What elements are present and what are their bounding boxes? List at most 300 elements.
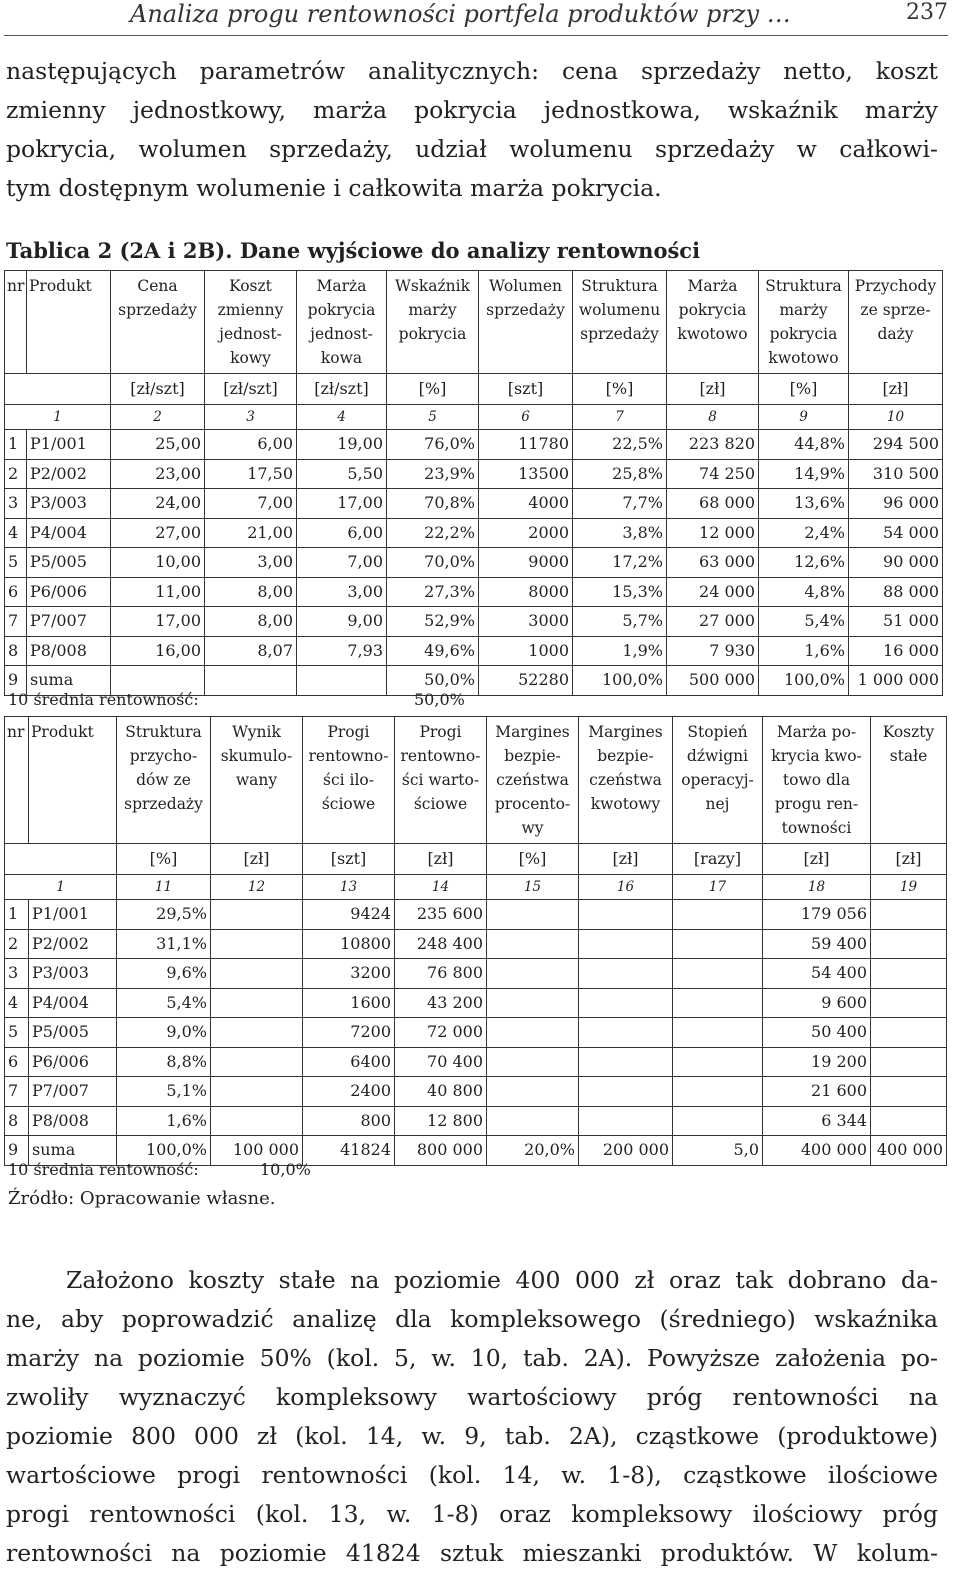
value-cell: 22,2% <box>387 518 479 548</box>
col-header: Cena sprzedaży <box>111 271 205 374</box>
value-cell: 27,3% <box>387 577 479 607</box>
value-cell <box>211 1047 303 1077</box>
value-cell <box>673 988 763 1018</box>
value-cell: 3,00 <box>205 548 297 578</box>
table-row <box>5 1106 947 1136</box>
outro-line: poziomie 800 000 zł (kol. 14, w. 9, tab. 2A), cząstkowe (produktowe) <box>6 1422 938 1450</box>
value-cell: 3,00 <box>297 577 387 607</box>
col-header: Wynik skumulo- wany <box>211 717 303 844</box>
value-cell <box>487 1018 579 1048</box>
value-cell <box>579 1106 673 1136</box>
unit-cell: [%] <box>759 374 849 405</box>
product-cell: P2/002 <box>29 929 117 959</box>
col-header: Margines bezpie- czeństwa kwotowy <box>579 717 673 844</box>
table-row <box>5 459 943 489</box>
unit-cell: [szt] <box>479 374 573 405</box>
col-header: nr <box>5 271 27 374</box>
value-cell <box>211 1106 303 1136</box>
value-cell: 27,00 <box>111 518 205 548</box>
intro-line: następujących parametrów analitycznych: cena sprzedaży netto, koszt <box>6 57 938 85</box>
table-2a <box>4 270 943 696</box>
value-cell: 13500 <box>479 459 573 489</box>
value-cell: 8,00 <box>205 577 297 607</box>
value-cell: 70,8% <box>387 489 479 519</box>
table-2b-note-value: 10,0% <box>260 1160 311 1179</box>
value-cell: 74 250 <box>667 459 759 489</box>
outro-paragraph <box>6 1261 938 1573</box>
product-cell: P1/001 <box>27 430 111 460</box>
outro-line: wartościowe progi rentowności (kol. 14, w. 1-8), cząstkowe ilościowe <box>6 1461 938 1489</box>
outro-line: Założono koszty stałe na poziomie 400 000 zł oraz tak dobrano da- <box>66 1266 938 1294</box>
value-cell: 50 400 <box>763 1018 871 1048</box>
col-header: Koszt zmienny jednost- kowy <box>205 271 297 374</box>
intro-line: tym dostępnym wolumenie i całkowita marża pokrycia. <box>6 174 662 202</box>
colnum-cell: 1 <box>5 875 117 900</box>
table-row <box>5 900 947 930</box>
units-blank <box>5 374 111 405</box>
value-cell: 400 000 <box>763 1136 871 1166</box>
value-cell: 1600 <box>303 988 395 1018</box>
col-header: Struktura marży pokrycia kwotowo <box>759 271 849 374</box>
value-cell: 5,7% <box>573 607 667 637</box>
col-header: Wskaźnik marży pokrycia <box>387 271 479 374</box>
value-cell: 7,93 <box>297 636 387 666</box>
colnum-cell: 4 <box>297 405 387 430</box>
value-cell <box>211 1077 303 1107</box>
unit-cell: [zł] <box>763 844 871 875</box>
table-2b-note-label: 10 średnia rentowność: <box>8 1160 199 1179</box>
value-cell: 2000 <box>479 518 573 548</box>
value-cell: 500 000 <box>667 666 759 696</box>
units-blank <box>5 844 117 875</box>
table-row <box>5 430 943 460</box>
table-row <box>5 607 943 637</box>
row-number-cell: 2 <box>5 929 29 959</box>
value-cell <box>487 1077 579 1107</box>
col-header: Przychody ze sprze- daży <box>849 271 943 374</box>
value-cell: 49,6% <box>387 636 479 666</box>
value-cell: 5,50 <box>297 459 387 489</box>
value-cell: 25,8% <box>573 459 667 489</box>
unit-cell: [razy] <box>673 844 763 875</box>
value-cell: 9000 <box>479 548 573 578</box>
table-row <box>5 518 943 548</box>
value-cell: 68 000 <box>667 489 759 519</box>
row-number-cell: 8 <box>5 1106 29 1136</box>
value-cell <box>871 1047 947 1077</box>
unit-cell: [%] <box>487 844 579 875</box>
product-cell: P5/005 <box>27 548 111 578</box>
value-cell: 5,4% <box>759 607 849 637</box>
value-cell: 63 000 <box>667 548 759 578</box>
value-cell <box>205 666 297 696</box>
value-cell <box>673 929 763 959</box>
col-header: Marża po- krycia kwo- towo dla progu ren- towności <box>763 717 871 844</box>
col-header: Progi rentowno- ści ilo- ściowe <box>303 717 395 844</box>
value-cell: 10,00 <box>111 548 205 578</box>
table-2a-colnum-row <box>5 405 943 430</box>
value-cell: 6 344 <box>763 1106 871 1136</box>
col-header: Stopień dźwigni operacyj- nej <box>673 717 763 844</box>
value-cell: 54 000 <box>849 518 943 548</box>
colnum-cell: 2 <box>111 405 205 430</box>
value-cell: 2400 <box>303 1077 395 1107</box>
col-header: nr <box>5 717 29 844</box>
value-cell <box>487 929 579 959</box>
value-cell: 4,8% <box>759 577 849 607</box>
value-cell: 400 000 <box>871 1136 947 1166</box>
table-row <box>5 988 947 1018</box>
value-cell: 52,9% <box>387 607 479 637</box>
col-header: Marża pokrycia jednost- kowa <box>297 271 387 374</box>
value-cell <box>673 1047 763 1077</box>
value-cell: 90 000 <box>849 548 943 578</box>
value-cell: 10800 <box>303 929 395 959</box>
value-cell <box>579 959 673 989</box>
value-cell: 12 800 <box>395 1106 487 1136</box>
value-cell <box>871 929 947 959</box>
row-number-cell: 4 <box>5 518 27 548</box>
value-cell <box>871 900 947 930</box>
value-cell <box>579 988 673 1018</box>
value-cell: 200 000 <box>579 1136 673 1166</box>
header-rule <box>4 35 948 36</box>
value-cell: 76 800 <box>395 959 487 989</box>
colnum-cell: 12 <box>211 875 303 900</box>
product-cell: P4/004 <box>29 988 117 1018</box>
value-cell: 2,4% <box>759 518 849 548</box>
value-cell: 1 000 000 <box>849 666 943 696</box>
value-cell <box>211 988 303 1018</box>
colnum-cell: 7 <box>573 405 667 430</box>
col-header: Margines bezpie- czeństwa procento- wy <box>487 717 579 844</box>
col-header: Produkt <box>27 271 111 374</box>
value-cell: 17,2% <box>573 548 667 578</box>
outro-line: progi rentowności (kol. 13, w. 1-8) oraz kompleksowy ilościowy próg <box>6 1500 938 1528</box>
product-cell: P7/007 <box>27 607 111 637</box>
value-cell: 1,9% <box>573 636 667 666</box>
value-cell: 40 800 <box>395 1077 487 1107</box>
intro-line: zmienny jednostkowy, marża pokrycia jednostkowa, wskaźnik marży <box>6 96 938 124</box>
value-cell: 8000 <box>479 577 573 607</box>
value-cell: 12,6% <box>759 548 849 578</box>
value-cell <box>673 1106 763 1136</box>
value-cell: 15,3% <box>573 577 667 607</box>
value-cell: 21,00 <box>205 518 297 548</box>
table-2a-note-label: 10 średnia rentowność: <box>8 690 199 709</box>
value-cell: 223 820 <box>667 430 759 460</box>
intro-line: pokrycia, wolumen sprzedaży, udział wolumenu sprzedaży w całkowi- <box>6 135 938 163</box>
unit-cell: [%] <box>117 844 211 875</box>
value-cell: 9 600 <box>763 988 871 1018</box>
colnum-cell: 14 <box>395 875 487 900</box>
value-cell: 6,00 <box>205 430 297 460</box>
value-cell <box>673 1077 763 1107</box>
value-cell: 72 000 <box>395 1018 487 1048</box>
value-cell: 13,6% <box>759 489 849 519</box>
row-number-cell: 9 <box>5 1136 29 1166</box>
value-cell <box>871 988 947 1018</box>
value-cell: 100,0% <box>117 1136 211 1166</box>
colnum-cell: 6 <box>479 405 573 430</box>
unit-cell: [zł/szt] <box>297 374 387 405</box>
row-number-cell: 1 <box>5 430 27 460</box>
product-cell: P5/005 <box>29 1018 117 1048</box>
colnum-cell: 3 <box>205 405 297 430</box>
value-cell: 16 000 <box>849 636 943 666</box>
value-cell: 310 500 <box>849 459 943 489</box>
unit-cell: [zł] <box>849 374 943 405</box>
value-cell: 11,00 <box>111 577 205 607</box>
value-cell <box>871 1018 947 1048</box>
value-cell: 50,0% <box>387 666 479 696</box>
unit-cell: [zł] <box>395 844 487 875</box>
row-number-cell: 9 <box>5 666 27 696</box>
value-cell: 52280 <box>479 666 573 696</box>
product-cell: P3/003 <box>27 489 111 519</box>
value-cell: 19,00 <box>297 430 387 460</box>
row-number-cell: 4 <box>5 988 29 1018</box>
page-number: 237 <box>906 0 948 25</box>
product-cell: P2/002 <box>27 459 111 489</box>
value-cell: 54 400 <box>763 959 871 989</box>
value-cell <box>673 900 763 930</box>
table-2a-note-value: 50,0% <box>414 690 465 709</box>
product-cell: P7/007 <box>29 1077 117 1107</box>
intro-paragraph <box>6 52 938 208</box>
product-cell: suma <box>29 1136 117 1166</box>
value-cell: 8,07 <box>205 636 297 666</box>
value-cell: 25,00 <box>111 430 205 460</box>
table-row <box>5 489 943 519</box>
value-cell: 17,00 <box>297 489 387 519</box>
value-cell: 1000 <box>479 636 573 666</box>
table-2b-header-row <box>5 717 947 844</box>
colnum-cell: 13 <box>303 875 395 900</box>
col-header: Produkt <box>29 717 117 844</box>
source-note: Źródło: Opracowanie własne. <box>8 1188 276 1209</box>
row-number-cell: 6 <box>5 577 27 607</box>
value-cell: 19 200 <box>763 1047 871 1077</box>
col-header: Marża pokrycia kwotowo <box>667 271 759 374</box>
value-cell: 3,8% <box>573 518 667 548</box>
value-cell: 24 000 <box>667 577 759 607</box>
row-number-cell: 7 <box>5 1077 29 1107</box>
value-cell: 7200 <box>303 1018 395 1048</box>
value-cell: 100,0% <box>573 666 667 696</box>
value-cell <box>211 1018 303 1048</box>
product-cell: suma <box>27 666 111 696</box>
value-cell: 4000 <box>479 489 573 519</box>
value-cell <box>871 1077 947 1107</box>
table-row <box>5 929 947 959</box>
value-cell <box>487 900 579 930</box>
running-header-title: Analiza progu rentowności portfela produktów przy … <box>130 0 791 28</box>
row-number-cell: 2 <box>5 459 27 489</box>
value-cell: 8,00 <box>205 607 297 637</box>
value-cell: 11780 <box>479 430 573 460</box>
value-cell: 44,8% <box>759 430 849 460</box>
row-number-cell: 5 <box>5 1018 29 1048</box>
value-cell <box>211 900 303 930</box>
colnum-cell: 16 <box>579 875 673 900</box>
value-cell <box>579 1047 673 1077</box>
value-cell: 14,9% <box>759 459 849 489</box>
colnum-cell: 18 <box>763 875 871 900</box>
value-cell: 7 930 <box>667 636 759 666</box>
unit-cell: [zł/szt] <box>111 374 205 405</box>
value-cell: 100 000 <box>211 1136 303 1166</box>
value-cell: 5,4% <box>117 988 211 1018</box>
value-cell: 800 000 <box>395 1136 487 1166</box>
table-row <box>5 959 947 989</box>
value-cell: 59 400 <box>763 929 871 959</box>
colnum-cell: 15 <box>487 875 579 900</box>
value-cell: 70,0% <box>387 548 479 578</box>
colnum-cell: 17 <box>673 875 763 900</box>
value-cell <box>871 1106 947 1136</box>
value-cell: 179 056 <box>763 900 871 930</box>
unit-cell: [%] <box>573 374 667 405</box>
value-cell: 96 000 <box>849 489 943 519</box>
colnum-cell: 10 <box>849 405 943 430</box>
value-cell: 3000 <box>479 607 573 637</box>
value-cell: 41824 <box>303 1136 395 1166</box>
unit-cell: [szt] <box>303 844 395 875</box>
colnum-cell: 5 <box>387 405 479 430</box>
row-number-cell: 7 <box>5 607 27 637</box>
unit-cell: [zł] <box>211 844 303 875</box>
value-cell <box>579 1018 673 1048</box>
table-row <box>5 548 943 578</box>
value-cell: 22,5% <box>573 430 667 460</box>
table-row <box>5 1077 947 1107</box>
unit-cell: [zł] <box>579 844 673 875</box>
value-cell: 88 000 <box>849 577 943 607</box>
row-number-cell: 6 <box>5 1047 29 1077</box>
value-cell: 21 600 <box>763 1077 871 1107</box>
value-cell <box>673 959 763 989</box>
product-cell: P1/001 <box>29 900 117 930</box>
table-caption: Tablica 2 (2A i 2B). Dane wyjściowe do analizy rentowności <box>6 238 701 263</box>
value-cell <box>487 1106 579 1136</box>
table-2b-colnum-row <box>5 875 947 900</box>
product-cell: P6/006 <box>29 1047 117 1077</box>
value-cell <box>487 988 579 1018</box>
colnum-cell: 1 <box>5 405 111 430</box>
value-cell <box>487 1047 579 1077</box>
value-cell: 20,0% <box>487 1136 579 1166</box>
product-cell: P6/006 <box>27 577 111 607</box>
outro-line: marży na poziomie 50% (kol. 5, w. 10, tab. 2A). Powyższe założenia po- <box>6 1344 938 1372</box>
value-cell: 7,00 <box>297 548 387 578</box>
value-cell: 43 200 <box>395 988 487 1018</box>
col-header: Struktura wolumenu sprzedaży <box>573 271 667 374</box>
value-cell: 235 600 <box>395 900 487 930</box>
product-cell: P8/008 <box>29 1106 117 1136</box>
product-cell: P8/008 <box>27 636 111 666</box>
value-cell: 27 000 <box>667 607 759 637</box>
table-row <box>5 1018 947 1048</box>
outro-line: rentowności na poziomie 41824 sztuk mieszanki produktów. W kolum- <box>6 1539 938 1567</box>
outro-line: zwoliły wyznaczyć kompleksowy wartościowy próg rentowności na <box>6 1383 938 1411</box>
table-row <box>5 577 943 607</box>
value-cell: 7,7% <box>573 489 667 519</box>
product-cell: P3/003 <box>29 959 117 989</box>
value-cell <box>579 929 673 959</box>
value-cell <box>487 959 579 989</box>
col-header: Struktura przycho- dów ze sprzedaży <box>117 717 211 844</box>
value-cell: 6,00 <box>297 518 387 548</box>
value-cell: 51 000 <box>849 607 943 637</box>
row-number-cell: 8 <box>5 636 27 666</box>
value-cell: 23,9% <box>387 459 479 489</box>
value-cell: 9,6% <box>117 959 211 989</box>
value-cell: 24,00 <box>111 489 205 519</box>
table-2a-units-row <box>5 374 943 405</box>
value-cell: 800 <box>303 1106 395 1136</box>
unit-cell: [zł/szt] <box>205 374 297 405</box>
value-cell: 9,0% <box>117 1018 211 1048</box>
value-cell: 6400 <box>303 1047 395 1077</box>
value-cell: 100,0% <box>759 666 849 696</box>
row-number-cell: 3 <box>5 489 27 519</box>
value-cell <box>211 959 303 989</box>
row-number-cell: 3 <box>5 959 29 989</box>
value-cell: 3200 <box>303 959 395 989</box>
value-cell: 23,00 <box>111 459 205 489</box>
value-cell: 29,5% <box>117 900 211 930</box>
value-cell: 294 500 <box>849 430 943 460</box>
colnum-cell: 8 <box>667 405 759 430</box>
table-2b <box>4 716 947 1166</box>
value-cell: 31,1% <box>117 929 211 959</box>
value-cell: 248 400 <box>395 929 487 959</box>
table-2a-header-row <box>5 271 943 374</box>
product-cell: P4/004 <box>27 518 111 548</box>
value-cell: 5,0 <box>673 1136 763 1166</box>
unit-cell: [%] <box>387 374 479 405</box>
value-cell: 1,6% <box>759 636 849 666</box>
colnum-cell: 9 <box>759 405 849 430</box>
value-cell: 9424 <box>303 900 395 930</box>
value-cell <box>673 1018 763 1048</box>
col-header: Wolumen sprzedaży <box>479 271 573 374</box>
value-cell <box>871 959 947 989</box>
value-cell: 7,00 <box>205 489 297 519</box>
value-cell <box>297 666 387 696</box>
value-cell <box>211 929 303 959</box>
colnum-cell: 11 <box>117 875 211 900</box>
table-2b-units-row <box>5 844 947 875</box>
value-cell <box>579 900 673 930</box>
col-header: Progi rentowno- ści warto- ściowe <box>395 717 487 844</box>
value-cell: 16,00 <box>111 636 205 666</box>
outro-line: ne, aby poprowadzić analizę dla kompleksowego (średniego) wskaźnika <box>6 1305 938 1333</box>
row-number-cell: 1 <box>5 900 29 930</box>
table-row <box>5 1047 947 1077</box>
unit-cell: [zł] <box>667 374 759 405</box>
colnum-cell: 19 <box>871 875 947 900</box>
value-cell <box>579 1077 673 1107</box>
value-cell: 76,0% <box>387 430 479 460</box>
unit-cell: [zł] <box>871 844 947 875</box>
value-cell: 8,8% <box>117 1047 211 1077</box>
value-cell: 12 000 <box>667 518 759 548</box>
value-cell: 17,00 <box>111 607 205 637</box>
value-cell: 9,00 <box>297 607 387 637</box>
value-cell: 1,6% <box>117 1106 211 1136</box>
